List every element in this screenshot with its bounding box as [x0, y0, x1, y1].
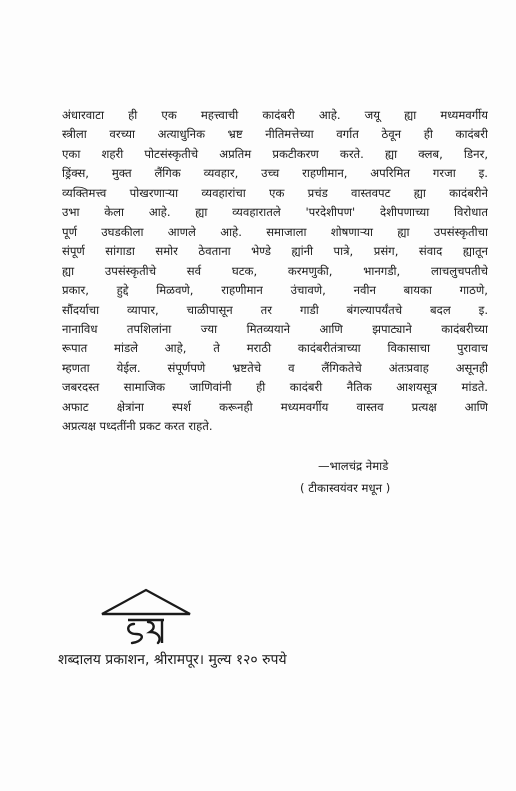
- blurb-line: प्रकार, हुद्दे मिळवणे, राहणीमान उंचावणे, नवीन बायका गाठणे,: [62, 283, 488, 298]
- blurb-line: स्त्रीला वरच्या अत्याधुनिक भ्रष्ट नीतिमत्तेच्या वर्गात ठेवून ही कादंबरी: [62, 127, 488, 142]
- attribution-source: ( टीकास्वयंवर मधून ): [300, 481, 391, 495]
- blurb-line: सौंदर्याचा व्यापार, चाळीपासून तर गाडी बंगल्यापर्यंतचे बदल इ.: [62, 302, 488, 317]
- blurb-line: रूपात मांडले आहे, ते मराठी कादंबरीतंत्राच्या विकासाचा पुरावाच: [62, 341, 488, 356]
- blurb-line: नानाविध तपशिलांना ज्या मितव्ययाने आणि झपाट्याने कादंबरीच्या: [62, 321, 488, 336]
- publisher-house-logo-icon: [98, 588, 194, 648]
- blurb-line: ह्या उपसंस्कृतीचे सर्व घटक, करमणुकी, भानगडी, लाचलुचपतीचे: [62, 263, 488, 278]
- blurb-line: अंधारवाटा ही एक महत्त्वाची कादंबरी आहे. जयू ह्या मध्यमवर्गीय: [62, 108, 488, 122]
- blurb-line: अफाट क्षेत्रांना स्पर्श करूनही मध्यमवर्गीय वास्तव प्रत्यक्ष आणि: [62, 399, 488, 414]
- blurb-line: व्यक्तिमत्त्व पोखरणाऱ्या व्यवहारांचा एक प्रचंड वास्तवपट ह्या कादंबरीने: [62, 185, 488, 200]
- blurb-line: एका शहरी पोटसंस्कृतीचे अप्रतिम प्रकटीकरण करते. ह्या क्लब, डिनर,: [62, 146, 488, 161]
- attribution: [300, 455, 480, 499]
- blurb-line: संपूर्ण सांगाडा समोर ठेवताना भेण्डे ह्यांनी पात्रे, प्रसंग, संवाद ह्यातून: [62, 244, 488, 259]
- blurb-line: जबरदस्त सामाजिक जाणिवांनी ही कादंबरी नैतिक आशयसूत्र मांडते.: [62, 380, 488, 395]
- blurb-line: अप्रत्यक्ष पध्दतींनी प्रकट करत राहते.: [62, 419, 213, 434]
- blurb-paragraph: [62, 106, 488, 437]
- blurb-line: उभा केला आहे. ह्या व्यवहारातले 'परदेशीपण' देशीपणाच्या विरोधात: [62, 205, 488, 220]
- blurb-line: ड्रिंक्स, मुक्त लैंगिक व्यवहार, उच्च राहणीमान, अपरिमित गरजा इ.: [62, 166, 488, 181]
- blurb-line: म्हणता येईल. संपूर्णपणे भ्रष्टतेचे व लैंगिकतेचे अंतःप्रवाह असूनही: [62, 360, 488, 375]
- publisher-and-price: शब्दालय प्रकाशन, श्रीरामपूर। मुल्य १२० रुपये: [58, 652, 287, 668]
- attribution-author: —भालचंद्र नेमाडे: [318, 459, 389, 473]
- blurb-line: पूर्ण उघडकीला आणले आहे. समाजाला शोषणाऱ्या ह्या उपसंस्कृतीचा: [62, 224, 488, 239]
